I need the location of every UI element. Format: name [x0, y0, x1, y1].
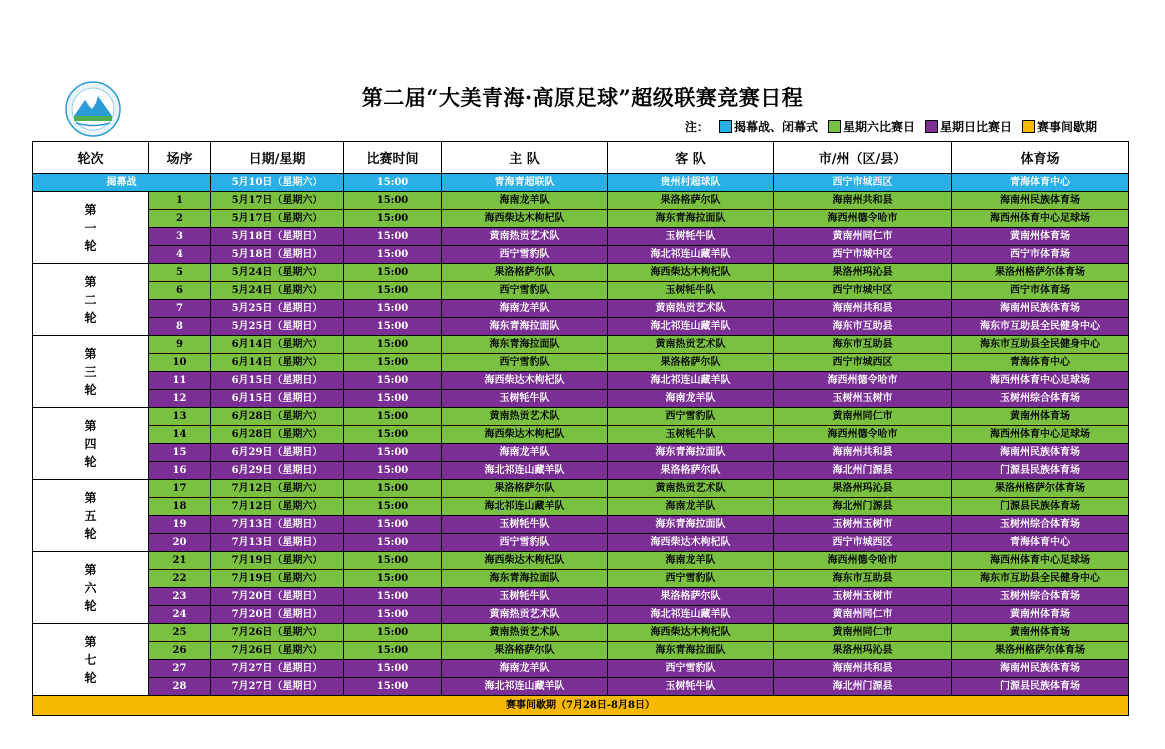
match-city: 玉树州玉树市: [774, 390, 952, 408]
home-team: 玉树牦牛队: [442, 390, 608, 408]
match-time: 15:00: [344, 300, 442, 318]
away-team: 西宁雪豹队: [608, 408, 774, 426]
match-date: 6月14日（星期六）: [211, 354, 344, 372]
match-number: 13: [149, 408, 211, 426]
table-row: [33, 318, 1129, 336]
match-venue: 海南州民族体育场: [952, 660, 1129, 678]
away-team: 海东青海拉面队: [608, 444, 774, 462]
match-number: 8: [149, 318, 211, 336]
match-number: 23: [149, 588, 211, 606]
match-date: 7月13日（星期日）: [211, 534, 344, 552]
match-date: 6月28日（星期六）: [211, 408, 344, 426]
away-team: 海北祁连山藏羊队: [608, 246, 774, 264]
away-team: 玉树牦牛队: [608, 282, 774, 300]
match-city: 海东市互助县: [774, 318, 952, 336]
home-team: 海西柴达木枸杞队: [442, 552, 608, 570]
match-venue: 海西州体育中心足球场: [952, 426, 1129, 444]
match-city: 玉树州玉树市: [774, 516, 952, 534]
table-row: [33, 300, 1129, 318]
away-team: 果洛格萨尔队: [608, 354, 774, 372]
match-date: 5月18日（星期日）: [211, 246, 344, 264]
home-team: 海北祁连山藏羊队: [442, 678, 608, 696]
match-venue: 海西州体育中心足球场: [952, 372, 1129, 390]
match-venue: 黄南州体育场: [952, 228, 1129, 246]
match-time: 15:00: [344, 174, 442, 192]
table-row: [33, 228, 1129, 246]
match-venue: 海东市互助县全民健身中心: [952, 318, 1129, 336]
table-row: [33, 498, 1129, 516]
match-city: 玉树州玉树市: [774, 588, 952, 606]
table-row: [33, 624, 1129, 642]
color-legend: [685, 118, 1097, 135]
match-time: 15:00: [344, 192, 442, 210]
match-city: 西宁市城西区: [774, 534, 952, 552]
match-time: 15:00: [344, 498, 442, 516]
legend-swatch: [719, 120, 732, 133]
home-team: 海东青海拉面队: [442, 336, 608, 354]
match-time: 15:00: [344, 354, 442, 372]
table-row: [33, 444, 1129, 462]
round-label: 第 一 轮: [33, 192, 149, 264]
match-city: 黄南州同仁市: [774, 624, 952, 642]
match-city: 果洛州玛沁县: [774, 642, 952, 660]
match-date: 5月24日（星期六）: [211, 282, 344, 300]
match-number: 25: [149, 624, 211, 642]
match-city: 海南州共和县: [774, 444, 952, 462]
match-date: 7月19日（星期六）: [211, 552, 344, 570]
match-number: 5: [149, 264, 211, 282]
home-team: 海北祁连山藏羊队: [442, 462, 608, 480]
table-row: [33, 588, 1129, 606]
break-row: [33, 696, 1129, 716]
legend-label: 赛事间歇期: [1036, 120, 1097, 134]
match-number: 10: [149, 354, 211, 372]
table-row: [33, 552, 1129, 570]
home-team: 海西柴达木枸杞队: [442, 372, 608, 390]
away-team: 海南龙羊队: [608, 390, 774, 408]
legend-item-break: [1022, 118, 1097, 135]
match-date: 6月28日（星期六）: [211, 426, 344, 444]
match-city: 西宁市城中区: [774, 282, 952, 300]
home-team: 海西柴达木枸杞队: [442, 426, 608, 444]
column-header: 客 队: [608, 142, 774, 174]
home-team: 西宁雪豹队: [442, 246, 608, 264]
match-number: 26: [149, 642, 211, 660]
home-team: 黄南热贡艺术队: [442, 624, 608, 642]
table-row: [33, 282, 1129, 300]
home-team: 黄南热贡艺术队: [442, 408, 608, 426]
away-team: 西宁雪豹队: [608, 570, 774, 588]
table-row: [33, 426, 1129, 444]
match-number: 16: [149, 462, 211, 480]
match-date: 7月13日（星期日）: [211, 516, 344, 534]
match-city: 海东市互助县: [774, 570, 952, 588]
match-city: 海西州德令哈市: [774, 552, 952, 570]
away-team: 黄南热贡艺术队: [608, 336, 774, 354]
home-team: 果洛格萨尔队: [442, 480, 608, 498]
match-time: 15:00: [344, 210, 442, 228]
match-number: 4: [149, 246, 211, 264]
away-team: 海北祁连山藏羊队: [608, 606, 774, 624]
match-date: 5月25日（星期日）: [211, 300, 344, 318]
match-number: 28: [149, 678, 211, 696]
column-header: 场序: [149, 142, 211, 174]
match-city: 海西州德令哈市: [774, 426, 952, 444]
match-venue: 果洛州格萨尔体育场: [952, 642, 1129, 660]
away-team: 果洛格萨尔队: [608, 462, 774, 480]
table-row: [33, 408, 1129, 426]
match-time: 15:00: [344, 606, 442, 624]
match-number: 14: [149, 426, 211, 444]
match-city: 海北州门源县: [774, 462, 952, 480]
match-time: 15:00: [344, 336, 442, 354]
home-team: 海北祁连山藏羊队: [442, 498, 608, 516]
match-number: 21: [149, 552, 211, 570]
match-number: 15: [149, 444, 211, 462]
legend-swatch: [925, 120, 938, 133]
match-date: 6月14日（星期六）: [211, 336, 344, 354]
legend-item-sunday: [925, 118, 1012, 135]
match-number: 7: [149, 300, 211, 318]
match-time: 15:00: [344, 516, 442, 534]
table-row: [33, 606, 1129, 624]
match-date: 6月15日（星期日）: [211, 390, 344, 408]
match-venue: 黄南州体育场: [952, 408, 1129, 426]
match-venue: 海东市互助县全民健身中心: [952, 336, 1129, 354]
home-team: 玉树牦牛队: [442, 588, 608, 606]
legend-label: 星期日比赛日: [939, 120, 1012, 134]
table-row: [33, 372, 1129, 390]
opening-label: 揭幕战: [33, 174, 211, 192]
round-label: 第 六 轮: [33, 552, 149, 624]
home-team: 黄南热贡艺术队: [442, 228, 608, 246]
match-number: 18: [149, 498, 211, 516]
match-venue: 玉树州综合体育场: [952, 390, 1129, 408]
home-team: 西宁雪豹队: [442, 282, 608, 300]
home-team: 海东青海拉面队: [442, 570, 608, 588]
match-time: 15:00: [344, 228, 442, 246]
round-label: 第 七 轮: [33, 624, 149, 696]
match-time: 15:00: [344, 534, 442, 552]
match-venue: 黄南州体育场: [952, 606, 1129, 624]
home-team: 海南龙羊队: [442, 660, 608, 678]
match-date: 7月27日（星期日）: [211, 678, 344, 696]
match-number: 2: [149, 210, 211, 228]
match-time: 15:00: [344, 282, 442, 300]
table-row: [33, 210, 1129, 228]
page-title: 第二届“大美青海·高原足球”超级联赛竞赛日程: [361, 85, 804, 110]
match-venue: 门源县民族体育场: [952, 462, 1129, 480]
match-time: 15:00: [344, 408, 442, 426]
match-number: 24: [149, 606, 211, 624]
match-number: 17: [149, 480, 211, 498]
legend-item-opening: [719, 118, 818, 135]
match-date: 5月17日（星期六）: [211, 210, 344, 228]
match-number: 20: [149, 534, 211, 552]
table-row: [33, 390, 1129, 408]
match-city: 黄南州同仁市: [774, 228, 952, 246]
away-team: 果洛格萨尔队: [608, 588, 774, 606]
match-city: 海南州共和县: [774, 660, 952, 678]
match-city: 果洛州玛沁县: [774, 480, 952, 498]
match-date: 7月12日（星期六）: [211, 480, 344, 498]
away-team: 黄南热贡艺术队: [608, 300, 774, 318]
table-row: [33, 246, 1129, 264]
table-row: [33, 354, 1129, 372]
match-time: 15:00: [344, 372, 442, 390]
match-city: 海东市互助县: [774, 336, 952, 354]
match-city: 海南州共和县: [774, 192, 952, 210]
table-row: [33, 642, 1129, 660]
match-venue: 黄南州体育场: [952, 624, 1129, 642]
match-city: 西宁市城中区: [774, 246, 952, 264]
table-header-row: [33, 142, 1129, 174]
match-date: 6月29日（星期日）: [211, 444, 344, 462]
away-team: 海南龙羊队: [608, 498, 774, 516]
table-row: [33, 192, 1129, 210]
match-venue: 青海体育中心: [952, 354, 1129, 372]
match-venue: 海南州民族体育场: [952, 444, 1129, 462]
round-label: 第 三 轮: [33, 336, 149, 408]
column-header: 日期/星期: [211, 142, 344, 174]
match-venue: 海西州体育中心足球场: [952, 210, 1129, 228]
column-header: 市/州（区/县）: [774, 142, 952, 174]
home-team: 海东青海拉面队: [442, 318, 608, 336]
match-date: 7月20日（星期日）: [211, 606, 344, 624]
match-time: 15:00: [344, 588, 442, 606]
round-label: 第 四 轮: [33, 408, 149, 480]
match-venue: 海南州民族体育场: [952, 192, 1129, 210]
match-number: 3: [149, 228, 211, 246]
home-team: 西宁雪豹队: [442, 534, 608, 552]
match-city: 西宁市城西区: [774, 174, 952, 192]
match-time: 15:00: [344, 678, 442, 696]
break-label: 赛事间歇期（7月28日-8月8日）: [33, 696, 1129, 716]
away-team: 玉树牦牛队: [608, 678, 774, 696]
match-venue: 海东市互助县全民健身中心: [952, 570, 1129, 588]
away-team: 海北祁连山藏羊队: [608, 318, 774, 336]
away-team: 玉树牦牛队: [608, 426, 774, 444]
legend-item-saturday: [828, 118, 915, 135]
table-row: [33, 480, 1129, 498]
round-label: 第 五 轮: [33, 480, 149, 552]
legend-label: 星期六比赛日: [842, 120, 915, 134]
away-team: 黄南热贡艺术队: [608, 480, 774, 498]
legend-label: 揭幕战、闭幕式: [733, 120, 818, 134]
match-city: 海北州门源县: [774, 678, 952, 696]
match-city: 果洛州玛沁县: [774, 264, 952, 282]
match-time: 15:00: [344, 660, 442, 678]
match-time: 15:00: [344, 624, 442, 642]
away-team: 海南龙羊队: [608, 552, 774, 570]
match-time: 15:00: [344, 246, 442, 264]
column-header: 体育场: [952, 142, 1129, 174]
match-time: 15:00: [344, 318, 442, 336]
match-time: 15:00: [344, 570, 442, 588]
away-team: 海西柴达木枸杞队: [608, 624, 774, 642]
match-time: 15:00: [344, 642, 442, 660]
match-date: 7月26日（星期六）: [211, 624, 344, 642]
schedule-table: [32, 141, 1129, 716]
away-team: 海北祁连山藏羊队: [608, 372, 774, 390]
match-number: 1: [149, 192, 211, 210]
match-city: 黄南州同仁市: [774, 408, 952, 426]
table-row: [33, 336, 1129, 354]
match-number: 9: [149, 336, 211, 354]
match-date: 6月29日（星期日）: [211, 462, 344, 480]
match-date: 5月24日（星期六）: [211, 264, 344, 282]
match-venue: 西宁市体育场: [952, 282, 1129, 300]
match-time: 15:00: [344, 426, 442, 444]
match-date: 5月25日（星期日）: [211, 318, 344, 336]
match-number: 6: [149, 282, 211, 300]
home-team: 果洛格萨尔队: [442, 642, 608, 660]
legend-note: 注：: [684, 120, 709, 134]
match-number: 11: [149, 372, 211, 390]
away-team: 玉树牦牛队: [608, 228, 774, 246]
match-venue: 果洛州格萨尔体育场: [952, 264, 1129, 282]
match-time: 15:00: [344, 264, 442, 282]
match-venue: 玉树州综合体育场: [952, 516, 1129, 534]
away-team: 海东青海拉面队: [608, 210, 774, 228]
match-city: 海西州德令哈市: [774, 210, 952, 228]
opening-match-row: [33, 174, 1129, 192]
match-time: 15:00: [344, 444, 442, 462]
away-team: 西宁雪豹队: [608, 660, 774, 678]
table-row: [33, 570, 1129, 588]
column-header: 比赛时间: [344, 142, 442, 174]
match-venue: 门源县民族体育场: [952, 498, 1129, 516]
home-team: 海南龙羊队: [442, 192, 608, 210]
table-row: [33, 516, 1129, 534]
match-number: 12: [149, 390, 211, 408]
match-date: 7月19日（星期六）: [211, 570, 344, 588]
match-time: 15:00: [344, 390, 442, 408]
legend-swatch: [828, 120, 841, 133]
match-venue: 青海体育中心: [952, 174, 1129, 192]
match-venue: 果洛州格萨尔体育场: [952, 480, 1129, 498]
home-team: 青海青超联队: [442, 174, 608, 192]
away-team: 海东青海拉面队: [608, 642, 774, 660]
table-row: [33, 678, 1129, 696]
table-row: [33, 462, 1129, 480]
away-team: 贵州村超球队: [608, 174, 774, 192]
match-city: 西宁市城西区: [774, 354, 952, 372]
home-team: 西宁雪豹队: [442, 354, 608, 372]
match-venue: 海南州民族体育场: [952, 300, 1129, 318]
table-row: [33, 534, 1129, 552]
away-team: 海东青海拉面队: [608, 516, 774, 534]
match-date: 7月12日（星期六）: [211, 498, 344, 516]
match-city: 海西州德令哈市: [774, 372, 952, 390]
away-team: 海西柴达木枸杞队: [608, 264, 774, 282]
round-label: 第 二 轮: [33, 264, 149, 336]
home-team: 海南龙羊队: [442, 444, 608, 462]
match-venue: 西宁市体育场: [952, 246, 1129, 264]
match-date: 6月15日（星期日）: [211, 372, 344, 390]
match-date: 5月18日（星期日）: [211, 228, 344, 246]
table-row: [33, 264, 1129, 282]
match-date: 7月27日（星期日）: [211, 660, 344, 678]
match-venue: 门源县民族体育场: [952, 678, 1129, 696]
away-team: 海西柴达木枸杞队: [608, 534, 774, 552]
table-row: [33, 660, 1129, 678]
match-city: 黄南州同仁市: [774, 606, 952, 624]
match-time: 15:00: [344, 462, 442, 480]
home-team: 海西柴达木枸杞队: [442, 210, 608, 228]
match-number: 19: [149, 516, 211, 534]
home-team: 果洛格萨尔队: [442, 264, 608, 282]
match-date: 5月17日（星期六）: [211, 192, 344, 210]
match-number: 22: [149, 570, 211, 588]
match-venue: 玉树州综合体育场: [952, 588, 1129, 606]
match-number: 27: [149, 660, 211, 678]
home-team: 海南龙羊队: [442, 300, 608, 318]
match-time: 15:00: [344, 480, 442, 498]
match-venue: 青海体育中心: [952, 534, 1129, 552]
match-date: 7月26日（星期六）: [211, 642, 344, 660]
match-city: 海南州共和县: [774, 300, 952, 318]
home-team: 玉树牦牛队: [442, 516, 608, 534]
away-team: 果洛格萨尔队: [608, 192, 774, 210]
column-header: 轮次: [33, 142, 149, 174]
match-time: 15:00: [344, 552, 442, 570]
match-date: 7月20日（星期日）: [211, 588, 344, 606]
match-city: 海北州门源县: [774, 498, 952, 516]
legend-swatch: [1022, 120, 1035, 133]
match-date: 5月10日（星期六）: [211, 174, 344, 192]
home-team: 黄南热贡艺术队: [442, 606, 608, 624]
match-venue: 海西州体育中心足球场: [952, 552, 1129, 570]
column-header: 主 队: [442, 142, 608, 174]
